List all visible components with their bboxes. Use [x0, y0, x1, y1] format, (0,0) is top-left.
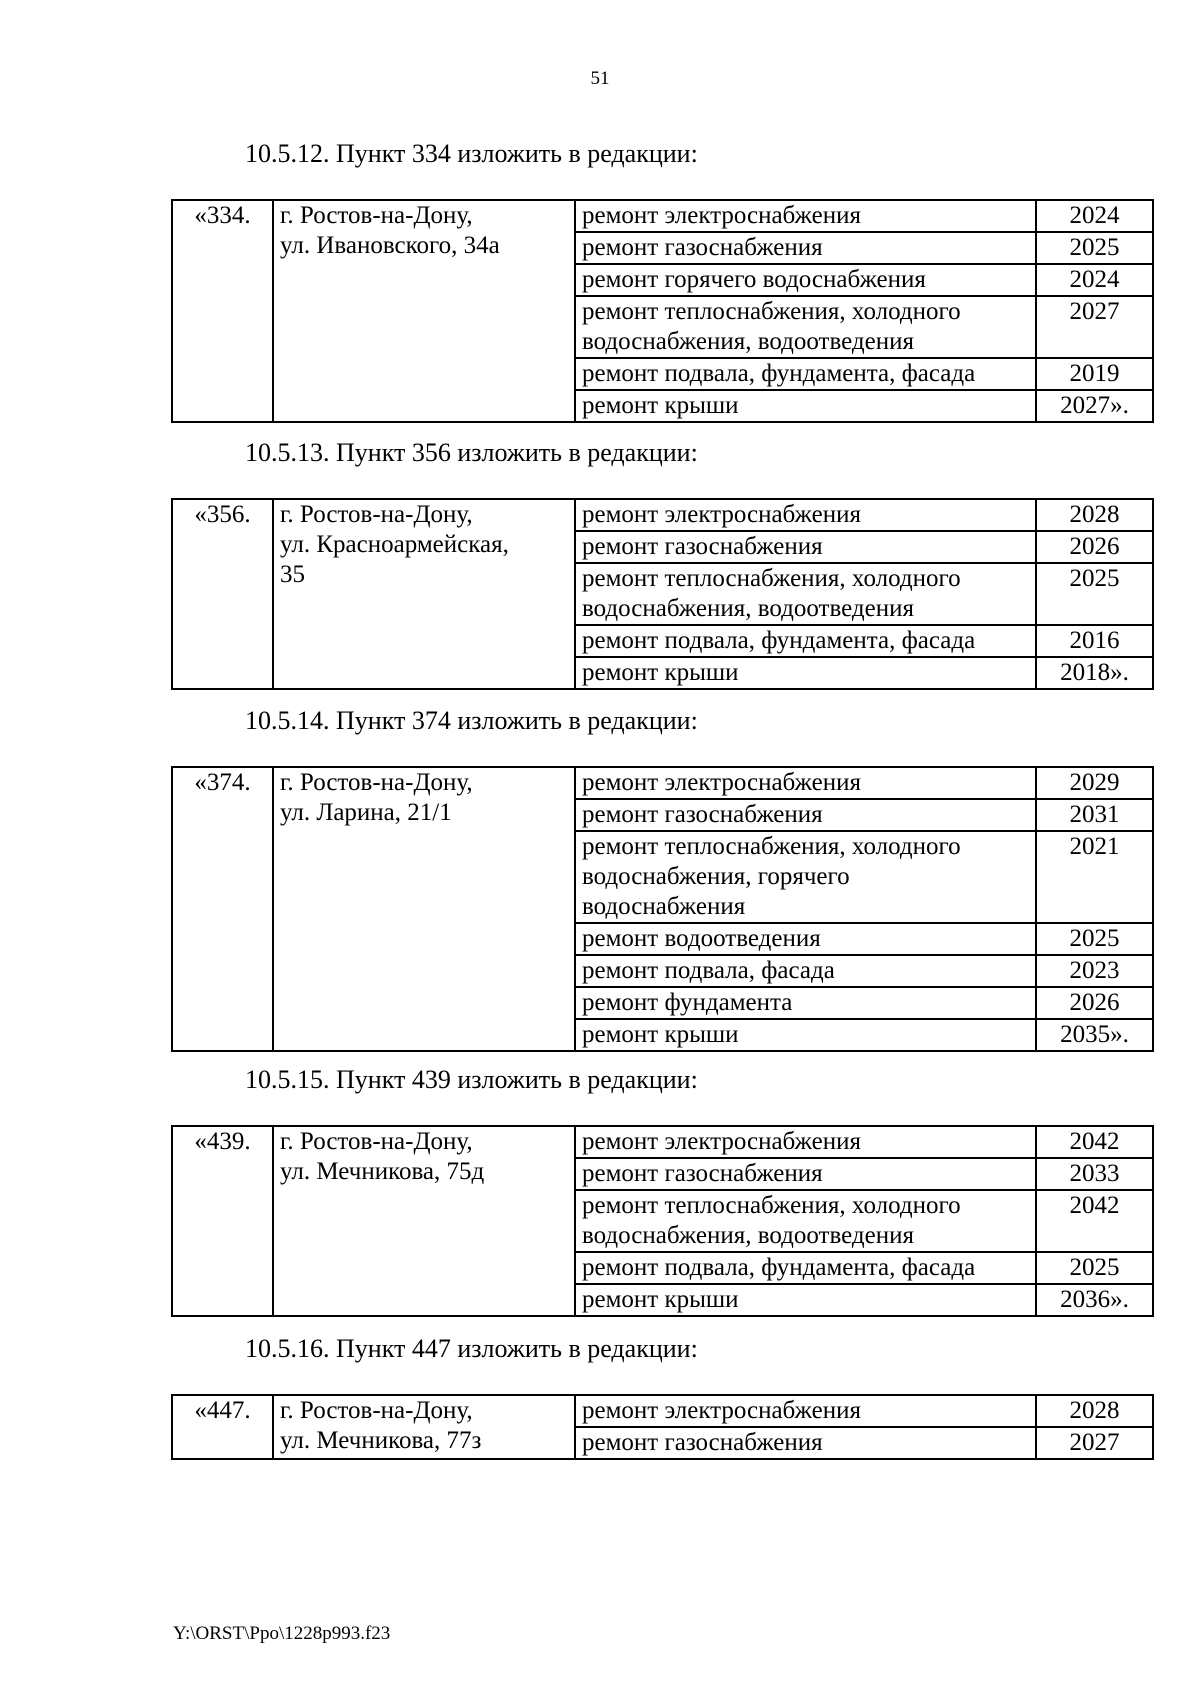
address-line: г. Ростов-на-Дону,	[280, 501, 473, 528]
work-line: ремонт водоотведения	[582, 925, 821, 952]
work-line: ремонт фундамента	[582, 989, 793, 1016]
item-number: «447.	[172, 1395, 273, 1459]
work-year: 2036».	[1036, 1284, 1153, 1316]
work-year: 2026	[1036, 531, 1153, 563]
work-type	[575, 987, 1036, 1019]
page-number: 51	[590, 68, 610, 89]
table-row	[172, 1395, 1153, 1427]
work-type	[575, 232, 1036, 264]
work-type	[575, 767, 1036, 799]
work-line: ремонт теплоснабжения, холодного	[582, 833, 961, 860]
work-line: водоснабжения	[582, 893, 746, 920]
works-table	[171, 199, 1154, 423]
table-row	[172, 200, 1153, 232]
address-cell	[273, 200, 575, 422]
work-type	[575, 1252, 1036, 1284]
work-type	[575, 1395, 1036, 1427]
address-cell	[273, 1126, 575, 1316]
work-type	[575, 264, 1036, 296]
work-year: 2042	[1036, 1190, 1153, 1252]
work-line: ремонт подвала, фасада	[582, 957, 835, 984]
work-line: ремонт электроснабжения	[582, 501, 861, 528]
item-number: «334.	[172, 200, 273, 422]
work-type	[575, 563, 1036, 625]
work-line: ремонт крыши	[582, 392, 739, 419]
work-line: ремонт крыши	[582, 1021, 739, 1048]
work-line: ремонт горячего водоснабжения	[582, 266, 926, 293]
address-line: г. Ростов-на-Дону,	[280, 1128, 473, 1155]
work-line: ремонт электроснабжения	[582, 769, 861, 796]
clause-heading: 10.5.16. Пункт 447 изложить в редакции:	[245, 1334, 698, 1363]
item-number: «374.	[172, 767, 273, 1051]
item-number: «439.	[172, 1126, 273, 1316]
work-year: 2027	[1036, 1427, 1153, 1459]
work-line: ремонт подвала, фундамента, фасада	[582, 360, 976, 387]
work-line: ремонт подвала, фундамента, фасада	[582, 1254, 976, 1281]
work-year: 2021	[1036, 831, 1153, 923]
work-line: ремонт газоснабжения	[582, 1160, 823, 1187]
address-line: г. Ростов-на-Дону,	[280, 1397, 473, 1424]
work-type	[575, 657, 1036, 689]
file-path-footer: Y:\ORST\Ppo\1228p993.f23	[173, 1623, 391, 1644]
work-year: 2027	[1036, 296, 1153, 358]
work-line: водоснабжения, водоотведения	[582, 1222, 914, 1249]
work-line: ремонт теплоснабжения, холодного	[582, 565, 961, 592]
work-type	[575, 955, 1036, 987]
work-type	[575, 499, 1036, 531]
work-year: 2016	[1036, 625, 1153, 657]
work-year: 2028	[1036, 499, 1153, 531]
work-year: 2025	[1036, 563, 1153, 625]
table-row	[172, 499, 1153, 531]
work-line: водоснабжения, горячего	[582, 863, 850, 890]
works-table	[171, 498, 1154, 690]
work-year: 2042	[1036, 1126, 1153, 1158]
work-line: ремонт газоснабжения	[582, 533, 823, 560]
address-line: ул. Мечникова, 77з	[280, 1427, 482, 1454]
work-type	[575, 923, 1036, 955]
work-line: ремонт подвала, фундамента, фасада	[582, 627, 976, 654]
work-type	[575, 200, 1036, 232]
work-type	[575, 625, 1036, 657]
clause-heading: 10.5.15. Пункт 439 изложить в редакции:	[245, 1065, 698, 1094]
work-year: 2019	[1036, 358, 1153, 390]
table-row	[172, 1126, 1153, 1158]
work-type	[575, 799, 1036, 831]
work-line: ремонт электроснабжения	[582, 1128, 861, 1155]
work-year: 2018».	[1036, 657, 1153, 689]
work-year: 2023	[1036, 955, 1153, 987]
item-number: «356.	[172, 499, 273, 689]
address-line: ул. Красноармейская,	[280, 531, 509, 558]
clause-heading: 10.5.13. Пункт 356 изложить в редакции:	[245, 438, 698, 467]
work-year: 2025	[1036, 1252, 1153, 1284]
work-type	[575, 1126, 1036, 1158]
work-line: ремонт газоснабжения	[582, 234, 823, 261]
work-year: 2024	[1036, 200, 1153, 232]
address-line: ул. Ларина, 21/1	[280, 799, 452, 826]
clause-heading: 10.5.14. Пункт 374 изложить в редакции:	[245, 706, 698, 735]
work-type	[575, 390, 1036, 422]
address-cell	[273, 499, 575, 689]
works-table	[171, 1125, 1154, 1317]
work-line: ремонт теплоснабжения, холодного	[582, 1192, 961, 1219]
works-table	[171, 1394, 1154, 1460]
work-year: 2029	[1036, 767, 1153, 799]
work-year: 2026	[1036, 987, 1153, 1019]
work-line: ремонт электроснабжения	[582, 202, 861, 229]
works-table	[171, 766, 1154, 1052]
work-year: 2025	[1036, 232, 1153, 264]
work-type	[575, 1427, 1036, 1459]
work-line: ремонт газоснабжения	[582, 801, 823, 828]
work-line: ремонт крыши	[582, 659, 739, 686]
address-line: г. Ростов-на-Дону,	[280, 202, 473, 229]
work-year: 2033	[1036, 1158, 1153, 1190]
work-line: ремонт крыши	[582, 1286, 739, 1313]
address-line: 35	[280, 561, 305, 588]
work-type	[575, 1190, 1036, 1252]
work-type	[575, 531, 1036, 563]
work-year: 2031	[1036, 799, 1153, 831]
address-cell	[273, 767, 575, 1051]
work-year: 2035».	[1036, 1019, 1153, 1051]
address-line: г. Ростов-на-Дону,	[280, 769, 473, 796]
work-line: ремонт теплоснабжения, холодного	[582, 298, 961, 325]
work-line: водоснабжения, водоотведения	[582, 328, 914, 355]
address-line: ул. Мечникова, 75д	[280, 1158, 485, 1185]
work-line: водоснабжения, водоотведения	[582, 595, 914, 622]
work-type	[575, 296, 1036, 358]
clause-heading: 10.5.12. Пункт 334 изложить в редакции:	[245, 139, 698, 168]
work-type	[575, 358, 1036, 390]
work-type	[575, 1284, 1036, 1316]
work-type	[575, 1158, 1036, 1190]
work-line: ремонт электроснабжения	[582, 1397, 861, 1424]
address-line: ул. Ивановского, 34а	[280, 232, 500, 259]
work-type	[575, 1019, 1036, 1051]
work-type	[575, 831, 1036, 923]
table-row	[172, 767, 1153, 799]
work-year: 2024	[1036, 264, 1153, 296]
work-year: 2025	[1036, 923, 1153, 955]
work-year: 2028	[1036, 1395, 1153, 1427]
address-cell	[273, 1395, 575, 1459]
work-year: 2027».	[1036, 390, 1153, 422]
work-line: ремонт газоснабжения	[582, 1429, 823, 1456]
